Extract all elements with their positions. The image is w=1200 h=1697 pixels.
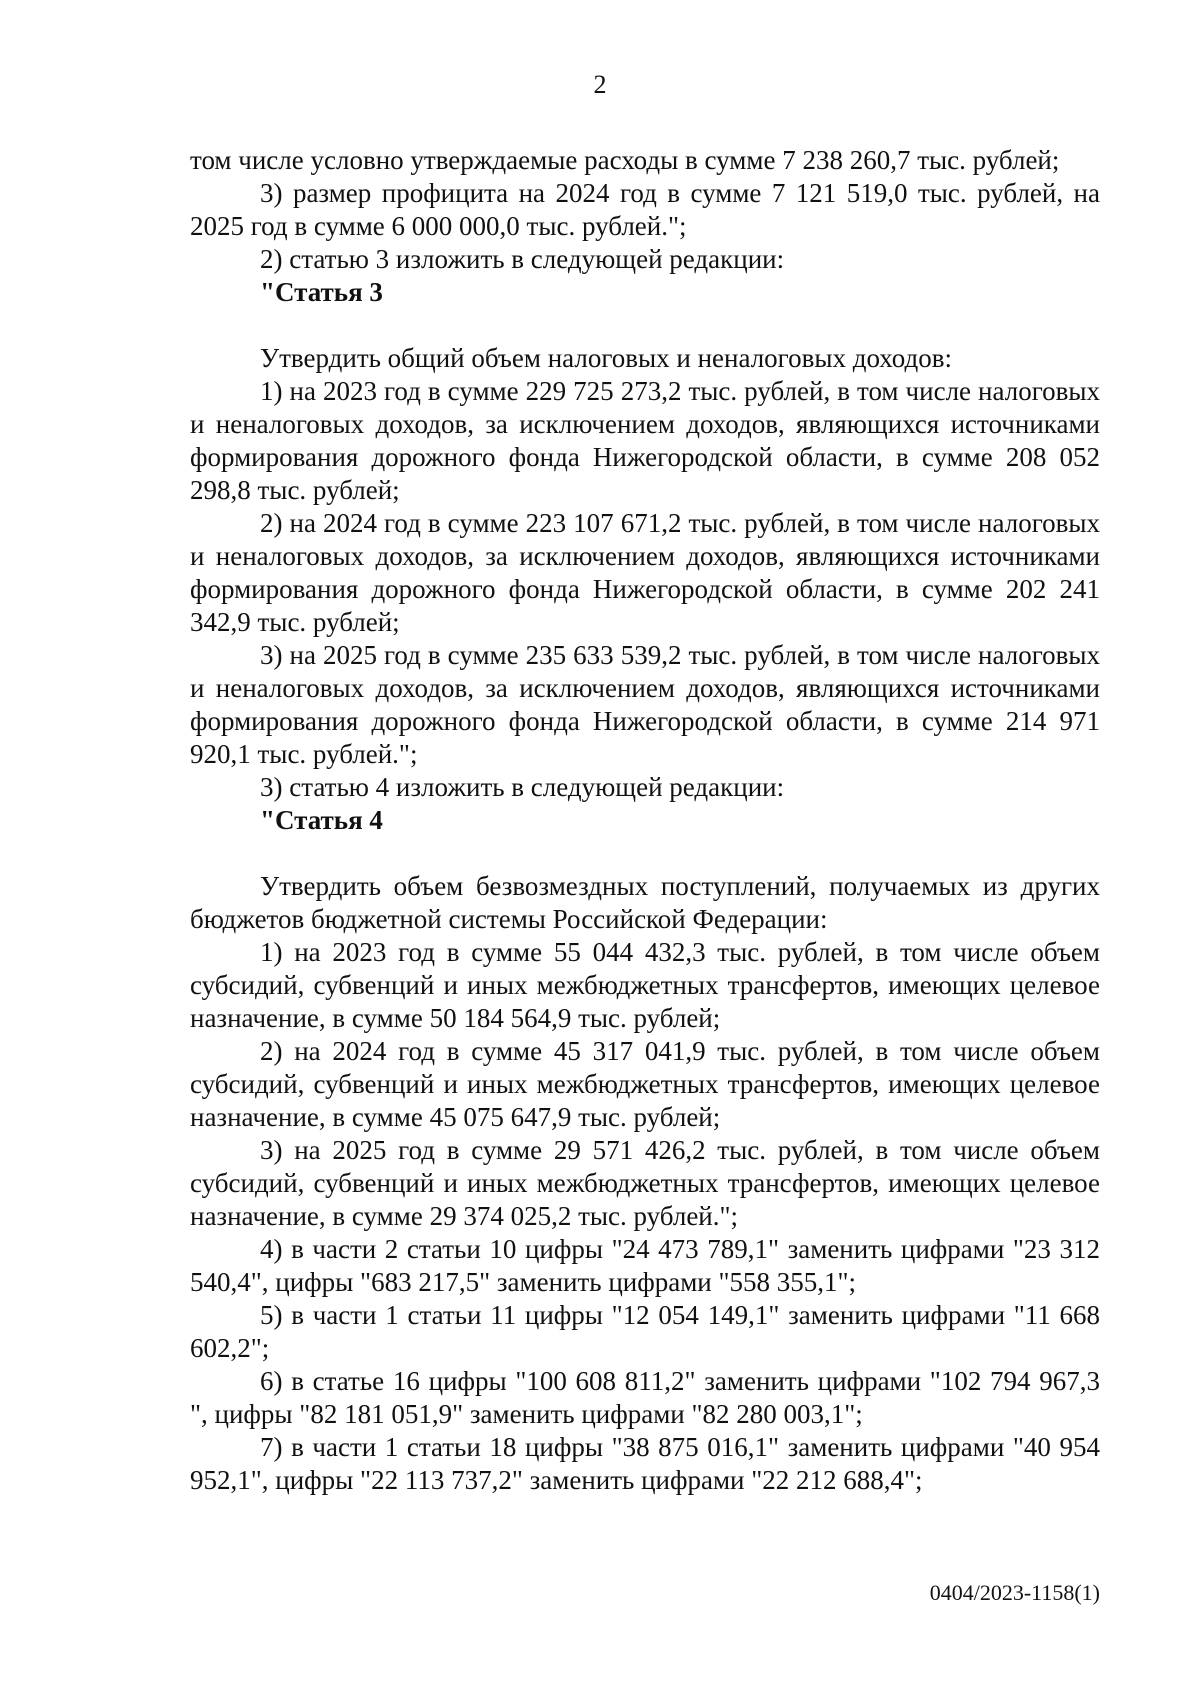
- paragraph-article-3-intro: Утвердить общий объем налоговых и неналоговых доходов:: [260, 343, 952, 373]
- paragraph-amend-article-3: 2) статью 3 изложить в следующей редакции:: [260, 244, 785, 274]
- paragraph-article-3-item-1: 1) на 2023 год в сумме 229 725 273,2 тыс. рублей, в том числе налоговых и неналоговых доходов, за исключением доходов, являющихся источниками формирования дорожного фонда Нижегородской области, в сумме 208 052 298,8 тыс. рублей;: [190, 376, 1100, 505]
- paragraph-amend-article-11: 5) в части 1 статьи 11 цифры "12 054 149,1" заменить цифрами "11 668 602,2";: [190, 1300, 1100, 1363]
- article-4-heading: "Статья 4: [260, 805, 383, 835]
- blank-line: [190, 837, 1100, 870]
- paragraph-article-3-item-2: 2) на 2024 год в сумме 223 107 671,2 тыс. рублей, в том числе налоговых и неналоговых доходов, за исключением доходов, являющихся источниками формирования дорожного фонда Нижегородской области, в сумме 202 241 342,9 тыс. рублей;: [190, 508, 1100, 637]
- paragraph-amend-article-18: 7) в части 1 статьи 18 цифры "38 875 016,1" заменить цифрами "40 954 952,1", цифры "22 113 737,2" заменить цифрами "22 212 688,4";: [190, 1432, 1100, 1495]
- paragraph-article-4-item-1: 1) на 2023 год в сумме 55 044 432,3 тыс. рублей, в том числе объем субсидий, субвенций и иных межбюджетных трансфертов, имеющих целевое назначение, в сумме 50 184 564,9 тыс. рублей;: [190, 937, 1100, 1033]
- paragraph-continuation: том числе условно утверждаемые расходы в сумме 7 238 260,7 тыс. рублей;: [190, 145, 1060, 175]
- article-3-heading: "Статья 3: [260, 277, 383, 307]
- paragraph-amend-article-16: 6) в статье 16 цифры "100 608 811,2" заменить цифрами "102 794 967,3 ", цифры "82 181 051,9" заменить цифрами "82 280 003,1";: [190, 1366, 1100, 1429]
- paragraph-article-4-intro: Утвердить объем безвозмездных поступлений, получаемых из других бюджетов бюджетной системы Российской Федерации:: [190, 871, 1100, 934]
- paragraph-article-4-item-2: 2) на 2024 год в сумме 45 317 041,9 тыс. рублей, в том числе объем субсидий, субвенций и иных межбюджетных трансфертов, имеющих целевое назначение, в сумме 45 075 647,9 тыс. рублей;: [190, 1036, 1100, 1132]
- paragraph-amend-article-10: 4) в части 2 статьи 10 цифры "24 473 789,1" заменить цифрами "23 312 540,4", цифры "683 217,5" заменить цифрами "558 355,1";: [190, 1234, 1100, 1297]
- document-body: [190, 144, 1100, 1497]
- paragraph-article-3-item-3: 3) на 2025 год в сумме 235 633 539,2 тыс. рублей, в том числе налоговых и неналоговых доходов, за исключением доходов, являющихся источниками формирования дорожного фонда Нижегородской области, в сумме 214 971 920,1 тыс. рублей.";: [190, 640, 1100, 769]
- document-code: 0404/2023-1158(1): [929, 1580, 1100, 1605]
- blank-line: [190, 309, 1100, 342]
- page-number: 2: [593, 70, 607, 99]
- paragraph-amend-article-4: 3) статью 4 изложить в следующей редакции:: [260, 772, 785, 802]
- paragraph-article-4-item-3: 3) на 2025 год в сумме 29 571 426,2 тыс. рублей, в том числе объем субсидий, субвенций и иных межбюджетных трансфертов, имеющих целевое назначение, в сумме 29 374 025,2 тыс. рублей.";: [190, 1135, 1100, 1231]
- paragraph-surplus: 3) размер профицита на 2024 год в сумме 7 121 519,0 тыс. рублей, на 2025 год в сумме 6 000 000,0 тыс. рублей.";: [190, 178, 1100, 241]
